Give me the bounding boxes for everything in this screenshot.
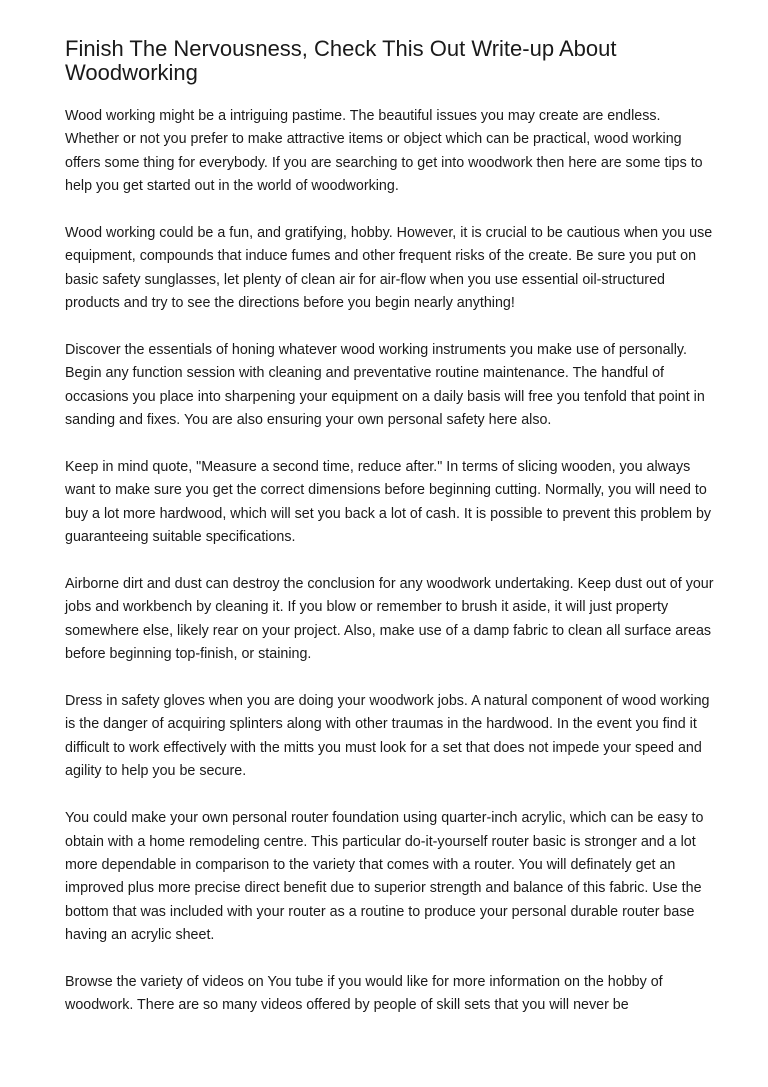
paragraph-7: You could make your own personal router foundation using quarter-inch acrylic, which can be easy to obtain with a home remodeling centre. This particular do-it-yourself router basic is stronger and a lot more dependable in comparison to the variety that comes with a router. You will definately get an improved plus more precise direct benefit due to superior strength and balance of this fabric. Use the bottom that was included with your router as a routine to produce your personal durable router base having an acrylic sheet.: [65, 810, 704, 944]
paragraph-4: Keep in mind quote, "Measure a second time, reduce after." In terms of slicing wooden, you always want to make sure you get the correct dimensions before beginning cutting. Normally, you will need to buy a lot more hardwood, which will set you back a lot of cash. It is possible to prevent this problem by guaranteeing suitable specifications.: [65, 459, 712, 546]
paragraph-6: Dress in safety gloves when you are doing your woodwork jobs. A natural component of wood working is the danger of acquiring splinters along with other traumas in the hardwood. In the event you find it difficult to work effectively with the mitts you must look for a set that does not impede your speed and agility to help you be secure.: [65, 693, 710, 780]
paragraph-1: Wood working might be a intriguing pastime. The beautiful issues you may create are endless. Whether or not you prefer to make attractive items or object which can be practical, wood working offers some thing for everybody. If you are searching to get into woodwork then here are some tips to help you get started out in the world of woodworking.: [65, 108, 703, 195]
paragraph-2: Wood working could be a fun, and gratifying, hobby. However, it is crucial to be cautious when you use equipment, compounds that induce fumes and other frequent risks of the create. Be sure you put on basic safety sunglasses, let plenty of clean air for air-flow when you use essential oil-structured products and try to see the directions before you begin nearly anything!: [65, 225, 713, 312]
paragraph-5: Airborne dirt and dust can destroy the conclusion for any woodwork undertaking. Keep dust out of your jobs and workbench by cleaning it. If you blow or remember to brush it aside, it will just property somewhere else, likely rear on your project. Also, make use of a damp fabric to clean all surface areas before beginning top-finish, or staining.: [65, 576, 714, 663]
paragraph-3: Discover the essentials of honing whatever wood working instruments you make use of personally. Begin any function session with cleaning and preventative routine maintenance. The handful of occasions you place into sharpening your equipment on a daily basis will free you tenfold that point in sanding and fixes. You are also ensuring your own personal safety here also.: [65, 342, 705, 429]
document-title: Finish The Nervousness, Check This Out Write-up About Woodworking: [65, 36, 617, 85]
paragraph-8: Browse the variety of videos on You tube if you would like for more information on the hobby of woodwork. There are so many videos offered by people of skill sets that you will never be: [65, 973, 663, 1014]
document-page: [65, 37, 715, 1041]
